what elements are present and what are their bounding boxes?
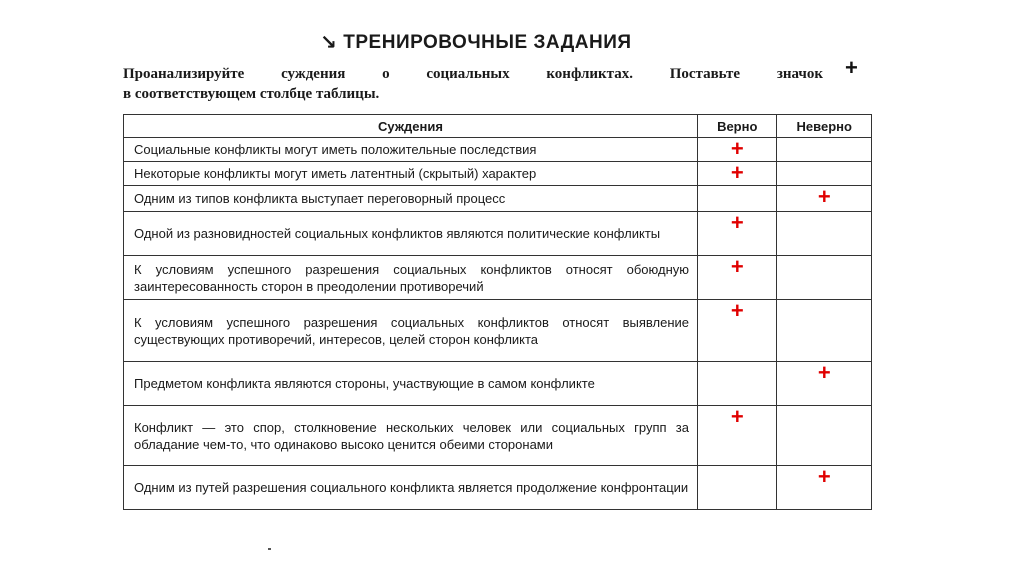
table-row <box>124 256 872 300</box>
table-row <box>124 466 872 510</box>
true-mark-cell[interactable]: + <box>698 162 777 186</box>
statement-cell: Конфликт — это спор, столкновение нескольких человек или социальных групп за обладание чем-то, что одинаково высоко ценится обеими сторонами <box>124 406 698 466</box>
statement-cell: Одним из типов конфликта выступает переговорный процесс <box>124 186 698 212</box>
table-row <box>124 162 872 186</box>
false-mark-cell[interactable]: + <box>777 362 872 406</box>
plus-symbol-note: + <box>845 55 858 80</box>
true-mark-cell[interactable] <box>698 362 777 406</box>
true-mark-cell[interactable]: + <box>698 138 777 162</box>
false-mark-cell[interactable] <box>777 256 872 300</box>
table-body <box>124 138 872 510</box>
false-mark-cell[interactable]: + <box>777 186 872 212</box>
instructions-line-2: в соответствующем столбце таблицы. <box>123 86 380 102</box>
section-title-text: ТРЕНИРОВОЧНЫЕ ЗАДАНИЯ <box>343 31 632 53</box>
true-mark-cell[interactable]: + <box>698 300 777 362</box>
statement-cell: Предметом конфликта являются стороны, участвующие в самом конфликте <box>124 362 698 406</box>
false-mark-cell[interactable] <box>777 212 872 256</box>
statement-cell: Одним из путей разрешения социального конфликта является продолжение конфронтации <box>124 466 698 510</box>
header-false: Неверно <box>777 115 872 138</box>
false-mark-cell[interactable] <box>777 300 872 362</box>
true-mark-cell[interactable] <box>698 466 777 510</box>
statement-cell: Социальные конфликты могут иметь положительные последствия <box>124 138 698 162</box>
true-mark-cell[interactable]: + <box>698 212 777 256</box>
false-mark-cell[interactable]: + <box>777 466 872 510</box>
false-mark-cell[interactable] <box>777 406 872 466</box>
statement-cell: Одной из разновидностей социальных конфликтов являются политические конфликты <box>124 212 698 256</box>
table-row <box>124 212 872 256</box>
false-mark-cell[interactable] <box>777 162 872 186</box>
statement-cell: К условиям успешного разрешения социальных конфликтов относят выявление существующих противоречий, интересов, целей сторон конфликта <box>124 300 698 362</box>
true-mark-cell[interactable] <box>698 186 777 212</box>
header-true: Верно <box>698 115 777 138</box>
scan-speck <box>268 548 271 550</box>
instructions-text <box>123 64 823 104</box>
statement-cell: Некоторые конфликты могут иметь латентный (скрытый) характер <box>124 162 698 186</box>
section-title <box>320 30 632 55</box>
table-row <box>124 300 872 362</box>
arrow-icon: ↘ <box>320 32 338 54</box>
table-row <box>124 406 872 466</box>
statement-cell: К условиям успешного разрешения социальных конфликтов относят обоюдную заинтересованность сторон в преодолении противоречий <box>124 256 698 300</box>
judgements-table <box>123 114 872 510</box>
true-mark-cell[interactable]: + <box>698 406 777 466</box>
false-mark-cell[interactable] <box>777 138 872 162</box>
true-mark-cell[interactable]: + <box>698 256 777 300</box>
header-statement: Суждения <box>124 115 698 138</box>
instructions-line-1: Проанализируйте суждения о социальных конфликтах. Поставьте значок <box>123 66 823 82</box>
table-row <box>124 186 872 212</box>
table-row <box>124 362 872 406</box>
table-row <box>124 138 872 162</box>
table-header-row <box>124 115 872 138</box>
